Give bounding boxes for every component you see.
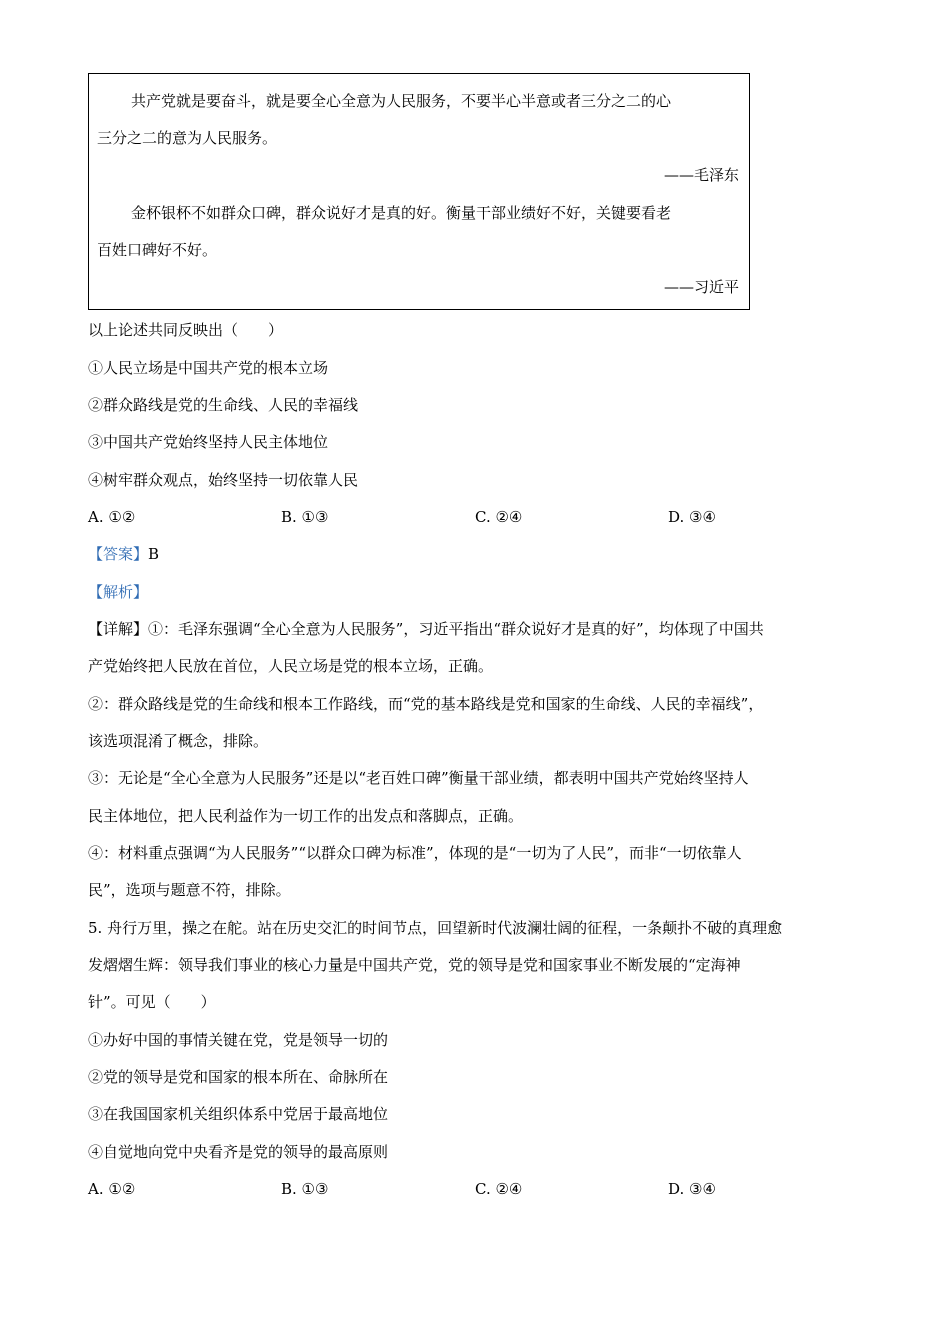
quote-1-author: ——毛泽东 (663, 166, 739, 184)
question-4-item-3: ③中国共产党始终坚持人民主体地位 (88, 433, 329, 451)
question-5-stem-line-2: 发熠熠生辉：领导我们事业的核心力量是中国共产党，党的领导是党和国家事业不断发展的“定海神 (88, 956, 741, 974)
question-5-option-c: C. ②④ (475, 1180, 523, 1198)
detail-line-7: ④：材料重点强调“为人民服务”“以群众口碑为标准”，体现的是“一切为了人民”，而非“一切依靠人 (88, 844, 742, 862)
detail-line-1 (88, 619, 764, 639)
question-4-item-2: ②群众路线是党的生命线、人民的幸福线 (88, 396, 359, 414)
question-5-stem-line-1: 5. 舟行万里，操之在舵。站在历史交汇的时间节点，回望新时代波澜壮阔的征程，一条颠扑不破的真理愈 (88, 919, 783, 937)
detail-line-4: 该选项混淆了概念，排除。 (88, 732, 269, 750)
detail-line-8: 民”，选项与题意不符，排除。 (88, 881, 291, 899)
analysis-line (88, 582, 148, 602)
quote-1-line-2: 三分之二的意为人民服务。 (97, 129, 278, 147)
question-5-option-b: B. ①③ (281, 1180, 329, 1198)
detail-text-1: ①：毛泽东强调“全心全意为人民服务”，习近平指出“群众说好才是真的好”，均体现了中国共 (148, 620, 764, 638)
quote-2-author: ——习近平 (663, 278, 739, 296)
answer-line (88, 544, 159, 564)
detail-label: 【详解】 (88, 620, 149, 638)
question-4-stem: 以上论述共同反映出（ ） (88, 321, 284, 339)
quote-box (88, 73, 750, 310)
quote-2-line-2: 百姓口碑好不好。 (97, 241, 218, 259)
question-4-item-4: ④树牢群众观点，始终坚持一切依靠人民 (88, 471, 359, 489)
question-5-option-d: D. ③④ (668, 1180, 716, 1198)
question-4-option-c: C. ②④ (475, 508, 523, 526)
answer-value: B (148, 545, 160, 563)
question-5-item-4: ④自觉地向党中央看齐是党的领导的最高原则 (88, 1143, 389, 1161)
quote-1-line-1: 共产党就是要奋斗，就是要全心全意为人民服务，不要半心半意或者三分之二的心 (131, 92, 672, 110)
question-5-stem-line-3: 针”。可见（ ） (88, 993, 216, 1011)
question-4-option-b: B. ①③ (281, 508, 329, 526)
question-5-item-1: ①办好中国的事情关键在党，党是领导一切的 (88, 1031, 389, 1049)
question-4-option-a: A. ①② (88, 508, 136, 526)
answer-tag: 【答案】 (88, 545, 149, 563)
question-5-option-a: A. ①② (88, 1180, 136, 1198)
detail-line-6: 民主体地位，把人民利益作为一切工作的出发点和落脚点，正确。 (88, 807, 524, 825)
question-5-item-3: ③在我国国家机关组织体系中党居于最高地位 (88, 1105, 389, 1123)
question-5-item-2: ②党的领导是党和国家的根本所在、命脉所在 (88, 1068, 389, 1086)
detail-line-3: ②：群众路线是党的生命线和根本工作路线，而“党的基本路线是党和国家的生命线、人民的幸福线”， (88, 695, 764, 713)
question-4-item-1: ①人民立场是中国共产党的根本立场 (88, 359, 329, 377)
question-4-option-d: D. ③④ (668, 508, 716, 526)
detail-line-5: ③：无论是“全心全意为人民服务”还是以“老百姓口碑”衡量干部业绩，都表明中国共产党始终坚持人 (88, 769, 749, 787)
detail-line-2: 产党始终把人民放在首位，人民立场是党的根本立场，正确。 (88, 657, 494, 675)
quote-2-line-1: 金杯银杯不如群众口碑，群众说好才是真的好。衡量干部业绩好不好，关键要看老 (131, 204, 672, 222)
analysis-tag: 【解析】 (88, 583, 149, 601)
